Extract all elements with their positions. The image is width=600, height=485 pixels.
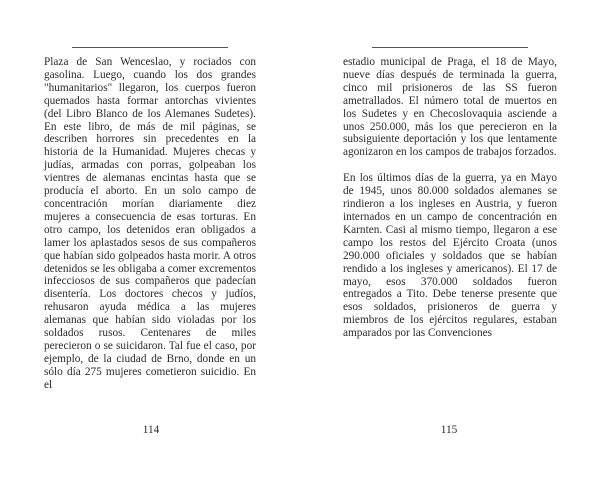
- right-page-number: 115: [440, 424, 458, 436]
- left-page-text: [44, 56, 256, 392]
- left-page-number: 114: [142, 424, 160, 436]
- right-header-rule: [372, 47, 528, 48]
- right-page: [300, 0, 600, 485]
- right-paragraph-1: estadio municipal de Praga, el 18 de Mayo, nueve días después de terminada la guerra, cinco mil prisioneros de las SS fueron ametrallados. El número total de muertos en los Sudetes y en Checoslovaquia asciende a unos 250.000, más los que perecieron en la subsiguiente deportación y los que lentamente agonizaron en los campos de trabajos forzados.: [343, 56, 557, 159]
- left-paragraph: Plaza de San Wenceslao, y rociados con gasolina. Luego, cuando los dos grandes "humanitarios" llegaron, los cuerpos fueron quemados hasta formar antorchas vivientes (del Libro Blanco de los Alemanes Sudetes). En este libro, de más de mil páginas, se describen horrores sin precedentes en la historia de la Humanidad. Mujeres checas y judías, armadas con porras, golpeaban los vientres de alemanas encintas hasta que se producía el aborto. En un solo campo de concentración morían diariamente diez mujeres a consecuencia de esas torturas. En otro campo, los detenidos eran obligados a lamer los aplastados sesos de sus compañeros que habían sido golpeados hasta morir. A otros detenidos se les obligaba a comer excrementos infecciosos de sus compañeros que padecían disentería. Los doctores checos y judíos, rehusaron ayuda médica a las mujeres alemanas que habían sido violadas por los soldados rusos. Centenares de miles perecieron o se suicidaron. Tal fue el caso, por ejemplo, de la ciudad de Brno, donde en un sólo día 275 mujeres cometieron suicidio. En el: [44, 56, 256, 391]
- right-page-text: [343, 56, 557, 340]
- left-header-rule: [72, 47, 228, 48]
- right-paragraph-2: En los últimos días de la guerra, ya en Mayo de 1945, unos 80.000 soldados alemanes se rindieron a los ingleses en Austria, y fueron internados en un campo de concentración en Karnten. Casi al mismo tiempo, llegaron a ese campo los restos del Ejército Croata (unos 290.000 oficiales y soldados que se habían rendido a los ingleses y americanos). El 17 de mayo, esos 370.000 soldados fueron entregados a Tito. Debe tenerse presente que esos soldados, prisioneros de guerra y miembros de los ejércitos regulares, estaban amparados por las Convenciones: [343, 172, 557, 340]
